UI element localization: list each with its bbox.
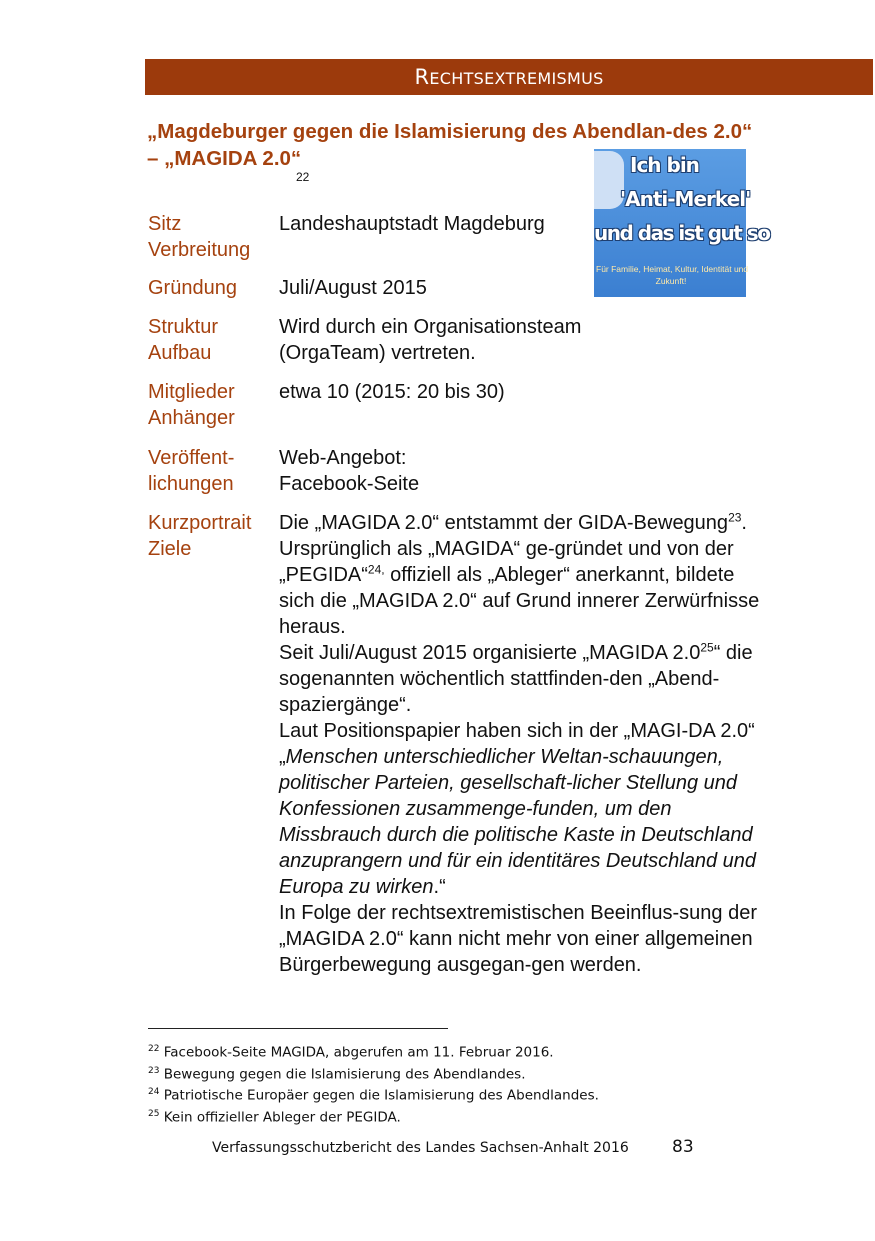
footnotes [148,1040,599,1126]
label-mitglieder: Mitglieder Anhänger [148,381,235,429]
page-footer-text: Verfassungsschutzbericht des Landes Sachsen-Anhalt 2016 [212,1140,629,1156]
value-mitglieder: etwa 10 (2015: 20 bis 30) [279,381,505,403]
label-struktur: Struktur Aufbau [148,316,219,364]
label-gruendung: Gründung [148,277,237,299]
value-struktur: Wird durch ein Organisationsteam (OrgaTeam) vertreten. [279,316,582,364]
label-veroeffentlichungen: Veröffent- lichungen [148,447,235,495]
label-sitz: Sitz Verbreitung [148,213,251,261]
footnote-divider [148,1028,448,1029]
row-mitglieder [148,379,778,433]
page-title: „Magdeburger gegen die Islamisierung des Abendlan-des 2.0“ – „MAGIDA 2.0“ [147,120,753,170]
page-number: 83 [672,1137,694,1157]
footnote-item: $^{24}$ Patriotische Europäer gegen die Islamisierung des Abendlandes. [148,1087,599,1104]
section-header-bar [145,59,873,95]
badge-line-2: 'Anti-Merkel' [620,187,751,211]
row-veroeffentlichungen [148,445,778,499]
value-veroeffentlichungen: Web-Angebot: Facebook-Seite [279,447,420,495]
section-header-title: RECHTSEXTREMISMUS [414,65,604,89]
row-kurzportrait [148,510,778,1010]
badge-line-3: und das ist gut so [594,221,770,245]
value-kurzportrait [279,510,767,978]
title-footnote-ref: 22 [296,170,310,184]
label-kurzportrait: Kurzportrait Ziele [148,512,252,560]
row-struktur [148,314,778,368]
footnote-item: $^{23}$ Bewegung gegen die Islamisierung des Abendlandes. [148,1065,526,1082]
footnote-item: $^{25}$ Kein offizieller Ableger der PEGIDA. [148,1108,401,1125]
portrait-paragraph-4: In Folge der rechtsextremistischen Beeinflus-sung der „MAGIDA 2.0“ kann nicht mehr von einer allgemeinen Bürgerbewegung ausgegan-gen werden. [279,902,758,976]
value-gruendung: Juli/August 2015 [279,277,427,299]
badge-caption: Für Familie, Heimat, Kultur, Identität und Zukunft! [596,264,749,286]
row-gruendung [148,275,778,303]
value-sitz: Landeshauptstadt Magdeburg [279,213,545,235]
portrait-paragraph-3: Laut Positionspapier haben sich in der „MAGI-DA 2.0“ „Menschen unterschiedlicher Weltan-schauungen, politischer Parteien, gesellschaft-licher Stellung und Konfessionen zusammenge-funden, um den Missbrauch durch die politische Kaste in Deutschland anzuprangern und für ein identitäres Deutschland und Europa zu wirken.“ [279,720,756,898]
portrait-paragraph-1: Die „MAGIDA 2.0“ entstammt der GIDA-Bewegung$^{23}$. Ursprünglich als „MAGIDA“ ge-gründet und von der „PEGIDA“$^{24,}$ offiziell als „Ableger“ anerkannt, bildete sich die „MAGIDA 2.0“ auf Grund innerer Zerwürfnisse heraus. [279,510,760,638]
footnote-item: $^{22}$ Facebook-Seite MAGIDA, abgerufen am 11. Februar 2016. [148,1044,554,1061]
badge-line-1: Ich bin [630,153,699,177]
portrait-paragraph-2: Seit Juli/August 2015 organisierte „MAGIDA $2.0^{25}“$ die sogenannten wöchentlich stattfinden-den „Abend-spaziergänge“. [279,640,753,716]
row-sitz [148,211,778,265]
